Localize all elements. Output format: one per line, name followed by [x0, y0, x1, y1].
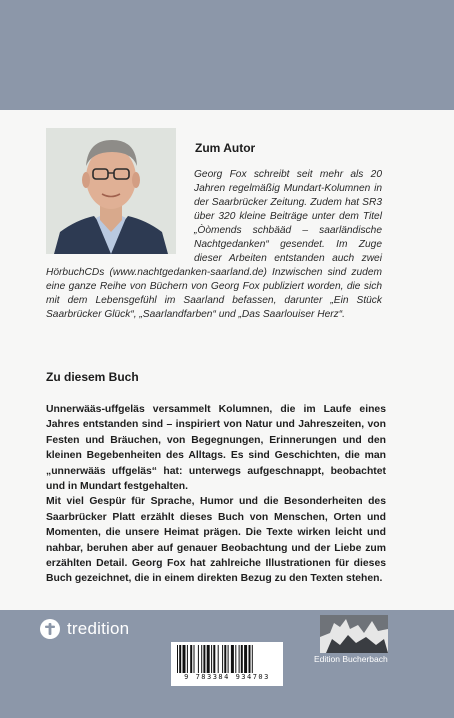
book-description [46, 402, 386, 587]
tredition-logo-icon [40, 619, 60, 639]
tredition-logo [40, 619, 129, 639]
publisher-name: tredition [67, 619, 130, 638]
book-heading: Zu diesem Buch [46, 370, 139, 384]
isbn-barcode [171, 642, 283, 686]
edition-logo-image [320, 615, 388, 653]
author-bio-text: Georg Fox schreibt seit mehr als 20 Jahren regelmäßig Mundart-Kolumnen in der Saarbrücker Zeitung. Zudem hat SR3 über 320 kleine Beiträge unter dem Titel „Òòmends schbääd – saarländische Nachtgedanken“ gesendet. Im Zuge dieser Arbeiten entstanden auch zwei HörbuchCDs (www.nachtgedanken-saarland.de) Inzwischen sind zudem eine ganze Reihe von Büchern von Georg Fox publiziert worden, die sich mit dem Lebensgefühl im Saarland befassen, darunter „Ein Stück Saarbrücker Glück“, „Saarlandfarben“ und „Das Saarlouiser Herz“. [46, 169, 382, 320]
book-paragraph-1: Unnerwääs-uffgeläs versammelt Kolumnen, die im Laufe eines Jahres entstanden sind – inspiriert von Natur und Jahreszeiten, von Festen und Bräuchen, von Begegnungen, Erinnerungen und den kleinen Begebenheiten des Alltags. Es sind Geschichten, die man „unnerwääs uffgeläs“ hat: unterwegs aufgeschnappt, beobachtet und in Mundart festgehalten. [46, 404, 386, 493]
author-heading: Zum Autor [195, 141, 256, 155]
photo-wrap-spacer [46, 168, 194, 256]
cover-top-band [0, 0, 454, 110]
author-bio [46, 168, 382, 322]
book-paragraph-2: Mit viel Gespür für Sprache, Humor und die Besonderheiten des Saarbrücker Platt erzählt dieses Buch von Menschen, Orten und Momenten, die unsere Heimat prägen. Die Texte wirken leicht und nahbar, beruhen aber auf genauer Beobachtung und der Liebe zum erzählten Detail. Georg Fox hat zahlreiche Illustrationen für dieses Buch gezeichnet, die in einem direkten Bezug zu den Texten stehen. [46, 496, 386, 585]
isbn-number: 9 783384 934703 [171, 673, 283, 681]
edition-label: Edition Bucherbach [314, 654, 388, 664]
